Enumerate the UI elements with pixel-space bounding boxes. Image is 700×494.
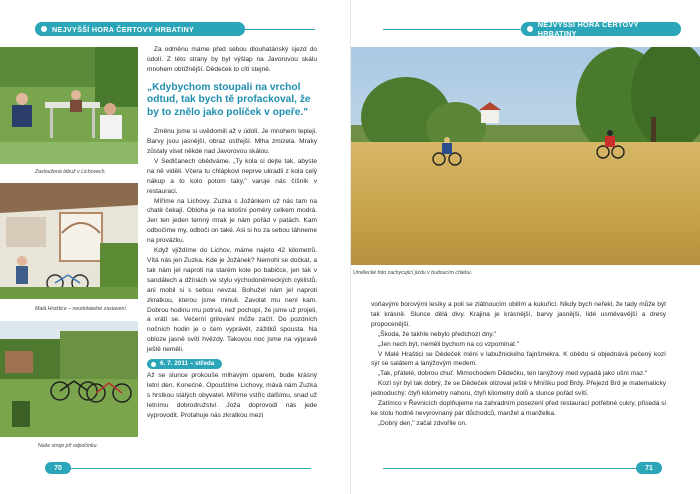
- left-page-number: 70: [45, 462, 71, 474]
- left-header-rule: [245, 29, 315, 30]
- paragraph: „Tak, přátelé, dobrou chuť. Mimochodem Dědečku, ten lanýžový med vypadá jako ušní maz.": [378, 370, 648, 378]
- photo-garden-table-illustration: [0, 47, 138, 164]
- photo-garden-table-caption: Zasloužená lábuž v Lichovech.: [35, 169, 106, 175]
- date-dot-icon: [151, 362, 156, 367]
- right-header-rule: [383, 29, 521, 30]
- photo-bikes-resting: [0, 321, 138, 437]
- photo-bikes-resting-caption: Naše stroje při odpočinku.: [38, 443, 98, 449]
- date-badge: [147, 359, 222, 369]
- paragraph: voňavými borovými lesíky a poli se zlátnoucím obilím a kukuřicí. Nikdy bych neřekl, že tady může být tak krásně. Slunce dělá divy. Krajina je krásnější, barvy jasnější, lidé usměvavější a dresy propocenější.: [371, 301, 666, 328]
- left-text-column: [147, 45, 317, 421]
- right-page: [350, 0, 700, 494]
- right-header-text: NEJVYŠŠÍ HORA ČERTOVY HRBATINY: [537, 20, 639, 38]
- date-badge-text: 6. 7. 2011 – středa: [160, 360, 215, 368]
- paragraph: Kozí sýr byl tak dobrý, že se Dědeček olizoval ještě v Mníšku pod Brdy. Přejezd Brd je matematicky jednoduchý: čtyři kilometry nahoru, čtyři kilometry dolů a slunce pořád svítí.: [371, 380, 666, 398]
- right-text-column: [371, 300, 666, 429]
- right-page-header: [521, 22, 681, 36]
- pull-quote: „Kdybychom stoupali na vrchol odtud, tak bych tě profackoval, že by to znělo jako políček v opeře.": [147, 81, 311, 118]
- paragraph: Až se slunce prokouše mlhavým oparem, bude krásný letní den. Konečně. Opouštíme Lichovy, mává nám Zuzka s hrstkou stálých obyvatel. Míříme vstříc dalšímu, snad už letnímu dobrodružství. Joža doprovodí nás jede vyprovodit. Protahuje nás zkratkou mezi: [147, 372, 317, 419]
- paragraph: Zatímco v Řevnicích doplňujeme na zahradním posezení před restaurací potřebné cukry, přisedá si ke stolu hodně nevyrovnaný pár důchodců, manžel a manželka.: [371, 400, 666, 417]
- paragraph: „Dobrý den," začal zdvořile on.: [378, 419, 467, 427]
- left-header-text: NEJVYŠŠÍ HORA ČERTOVY HRBATINY: [52, 24, 195, 34]
- left-page-header: [35, 22, 245, 36]
- paragraph: V Malé Hraštici se Dědeček mění v labužnického fajnšmekra. K obědu si objednává pečený kozí sýr se salátem a lanýžovým medem.: [371, 350, 666, 368]
- paragraph: „Jen nech být, neměli bychom na co vzpomínat.": [378, 340, 519, 348]
- right-page-number: 71: [636, 462, 662, 474]
- photo-garden-table: [0, 47, 138, 164]
- paragraph: Za odměnu máme před sebou dlouhatánský sjezd do údolí. Z této strany by byl výšlap na Javorovou skálu mnohem obtížnější. Dědeček to cítí stejně.: [147, 46, 317, 73]
- paragraph: Míříme na Lichovy. Zuzka s Jožánkem už nás tam na chatě čekají. Obloha je na letošní poměry celkem modrá. Jen ten jeden temný mrak je nám pořád v patách. Kam odbočíme my, odbočí on také. Asi si ho za sebou táhneme na provázku.: [147, 197, 317, 245]
- paragraph: Změnu jsme si uvědomili až v údolí. Je mnohem tepleji. Barvy jsou jasnější, obraz ostřejší. Mlha zmizela. Mraky zůstaly viset někde nad Javorovou skálou.: [147, 128, 317, 156]
- photo-bikes-resting-illustration: [0, 321, 138, 437]
- photo-house-bikes-illustration: [0, 183, 138, 299]
- paragraph: „Škoda, že takhle nebylo předchozí dny.": [378, 330, 497, 338]
- photo-wheat-field-illustration: [351, 47, 700, 265]
- photo-wheat-field-cyclists: [351, 47, 700, 265]
- header-dot-icon: [41, 26, 47, 32]
- left-page-number-rule: [71, 468, 311, 469]
- right-page-number-rule: [383, 468, 636, 469]
- paragraph: V Sedlčanech obědváme. „Ty kola si dejte tak, abyste na ně viděli. Včera tu chlápkovi neprve ukradli z kola celý nákup a to kolo potom taky," varuje nás číšník v restauraci.: [147, 157, 317, 195]
- photo-house-bikes: [0, 183, 138, 299]
- photo-wheat-field-caption: Umělecké foto zachycující jízdu v budoucím chlebu.: [353, 270, 473, 276]
- photo-house-bikes-caption: Malá Hraštice – neodolatelné zastavení.: [35, 306, 128, 312]
- header-dot-icon: [527, 26, 533, 32]
- paragraph: Když vjíždíme do Lichov, máme najeto 42 kilometrů. Vítá nás jen Zuzka. Kde je Jožánek? Nemohl se dočkat, a tak nám jel naproti na starém kole po babičce, jen tak v sandálech a džínách ve stylu východoněmeckých cyklistů, ani mobil si s sebou nevzal. Bohužel nám jel naproti zkratkou, kterou jsme minuli. Zavolat mu není kam. Dobrou hodinu mu potrvá, než pochopí, že jsme už projeli, a vrátí se. Večerní grilování může začít. Do pozdních nočních hodin je o čem vyprávět, zážitků spousta. Na obloze jasně svítí hvězdy. Takovou noc jsme na výpravě ještě neměli.: [147, 247, 317, 354]
